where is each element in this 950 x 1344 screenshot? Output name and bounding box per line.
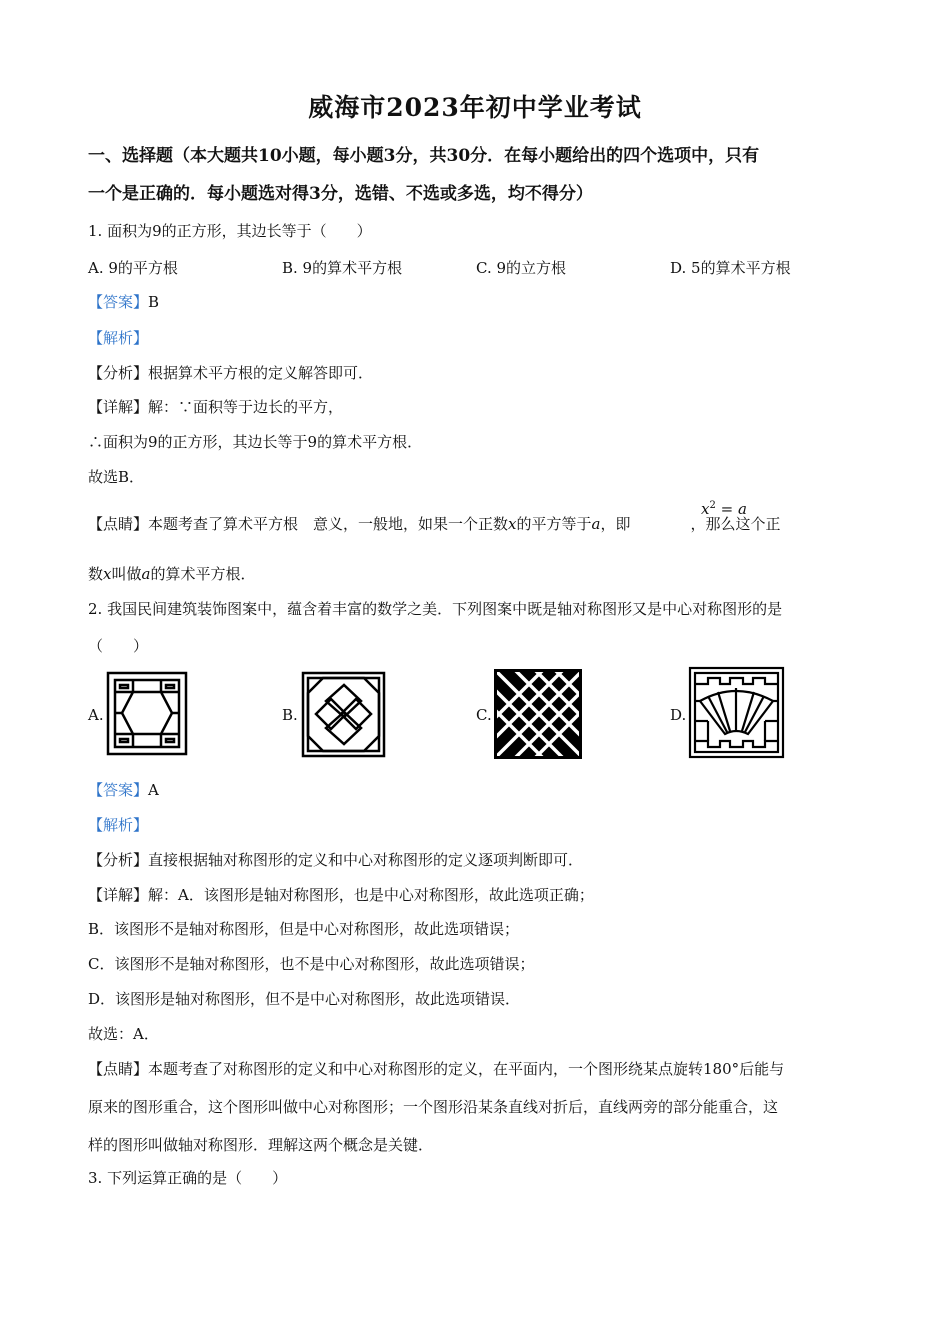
figure-d-fan-pattern [688, 666, 785, 759]
q2-dianjing-2: 原来的图形重合，这个图形叫做中心对称图形；一个图形沿某条直线对折后，直线两旁的部分能重合，这 [88, 1098, 779, 1116]
q2-analysis-tag: 【解析】 [88, 816, 149, 834]
q1-option-c: C. 9的立方根 [476, 259, 567, 277]
var-a: a [591, 515, 601, 533]
q1-answer-value: B [148, 293, 160, 311]
last-b: 叫做 [111, 565, 142, 583]
q1-fenxi: 【分析】根据算术平方根的定义解答即可． [88, 364, 374, 382]
figure-b-knot-pattern [301, 671, 386, 758]
fig-label-d: D. [670, 706, 687, 724]
q1-detail-2: ∴面积为9的正方形，其边长等于9的算术平方根． [88, 433, 423, 451]
q2-answer-value: A [148, 781, 159, 799]
fig-label-b: B. [282, 706, 298, 724]
q1-dianjing-end [88, 563, 255, 584]
q1-option-a: A. 9的平方根 [88, 259, 178, 277]
q1-dianjing [88, 513, 780, 534]
q1-option-d: D. 5的算术平方根 [670, 259, 791, 277]
q2-detail-1: 【详解】解：A．该图形是轴对称图形，也是中心对称图形，故此选项正确； [88, 886, 594, 904]
q1-choose: 故选B． [88, 468, 145, 486]
formula-x: x [701, 500, 710, 518]
q2-stem-paren: （ ） [88, 637, 149, 655]
q2-answer-tag: 【答案】 [88, 781, 149, 799]
q1-detail-1: 【详解】解：∵面积等于边长的平方， [88, 398, 344, 416]
var-x-2: x [103, 565, 112, 583]
last-c: 的算术平方根． [150, 565, 256, 583]
section-heading-line2: 一个是正确的．每小题选对得3分，选错、不选或多选，均不得分） [88, 184, 593, 204]
q2-detail-2: B．该图形不是轴对称图形，但是中心对称图形，故此选项错误； [88, 920, 520, 938]
var-x: x [508, 515, 517, 533]
var-a-2: a [141, 565, 151, 583]
q2-fenxi: 【分析】直接根据轴对称图形的定义和中心对称图形的定义逐项判断即可． [88, 851, 584, 869]
q1-dianjing-c: ，即 [600, 515, 631, 533]
q1-answer-tag: 【答案】 [88, 293, 149, 311]
q1-dianjing-d: ，那么这个正 [690, 515, 781, 533]
formula-exp: 2 [709, 500, 716, 511]
q1-stem: 1. 面积为9的正方形，其边长等于（ ） [88, 222, 372, 240]
figure-c-weave-pattern [494, 669, 582, 759]
fig-label-a: A. [88, 706, 104, 724]
q1-dianjing-b: 的平方等于 [516, 515, 592, 533]
q1-analysis-tag: 【解析】 [88, 329, 149, 347]
q2-stem: 2. 我国民间建筑装饰图案中，蕴含着丰富的数学之美．下列图案中既是轴对称图形又是中心对称图形的是 [88, 600, 783, 618]
figure-a-hexagon-pattern [106, 671, 188, 756]
q1-option-b: B. 9的算术平方根 [282, 259, 403, 277]
q2-answer-line [88, 779, 159, 800]
fig-label-c: C. [476, 706, 492, 724]
q3-stem: 3. 下列运算正确的是（ ） [88, 1169, 288, 1187]
q1-dianjing-a: 【点睛】本题考查了算术平方根 意义，一般地，如果一个正数 [88, 515, 509, 533]
q2-choose: 故选：A． [88, 1025, 159, 1043]
section-heading-line1: 一、选择题（本大题共10小题，每小题3分，共30分．在每小题给出的四个选项中，只有 [88, 146, 760, 166]
page-title: 威海市2023年初中学业考试 [308, 93, 642, 122]
q2-dianjing-1: 【点睛】本题考查了对称图形的定义和中心对称图形的定义，在平面内，一个图形绕某点旋转180°后能与 [88, 1060, 785, 1078]
q2-dianjing-3: 样的图形叫做轴对称图形．理解这两个概念是关键． [88, 1136, 434, 1154]
q2-detail-3: C．该图形不是轴对称图形，也不是中心对称图形，故此选项错误； [88, 955, 535, 973]
last-a: 数 [88, 565, 104, 583]
q1-answer-line [88, 291, 159, 312]
q2-detail-4: D．该图形是轴对称图形，但不是中心对称图形，故此选项错误． [88, 990, 521, 1008]
formula-eq: = a [715, 500, 747, 518]
